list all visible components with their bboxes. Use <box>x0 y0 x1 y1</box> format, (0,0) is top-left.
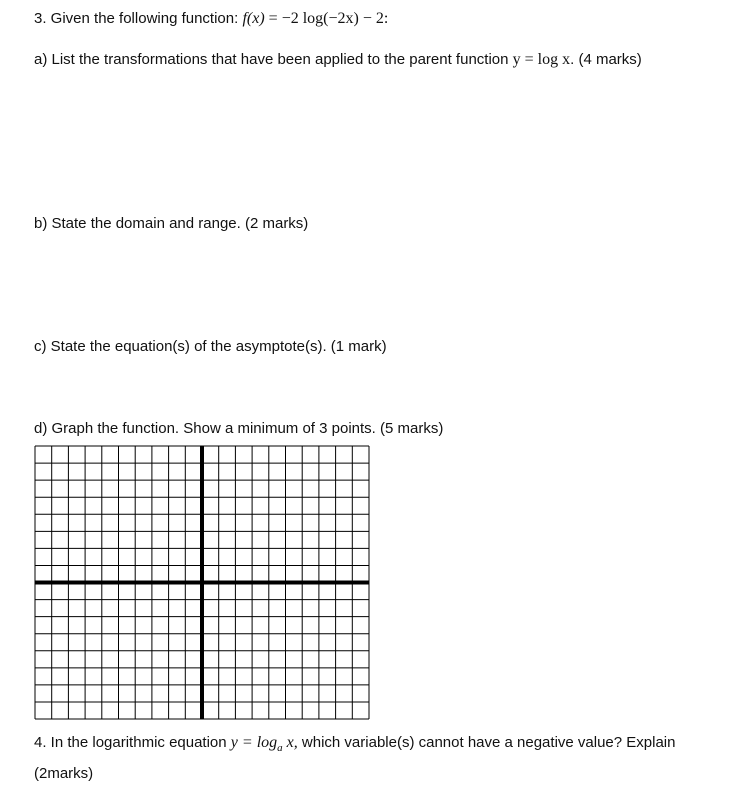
question-3c: c) State the equation(s) of the asymptote(s). (1 mark) <box>34 338 387 355</box>
question-3b: b) State the domain and range. (2 marks) <box>34 215 309 232</box>
question-3d: d) Graph the function. Show a minimum of 3 points. (5 marks) <box>34 420 444 437</box>
question-3-title: 3. Given the following function: f(x) = −2 log(−2x) − 2: <box>34 10 389 27</box>
parent-function: y = log x <box>512 51 571 68</box>
function-definition: f(x) = −2 log(−2x) − 2: <box>242 10 389 27</box>
graph-grid[interactable] <box>34 445 370 720</box>
question-3a: a) List the transformations that have been applied to the parent function y = log x. (4 marks) <box>34 51 642 68</box>
question-4-marks: (2marks) <box>34 765 94 782</box>
log-equation: $y = \log_a x$, <box>230 734 298 755</box>
question-4: 4. In the logarithmic equation $y = \log_a x$, which variable(s) cannot have a negative value? Explain <box>34 734 676 755</box>
